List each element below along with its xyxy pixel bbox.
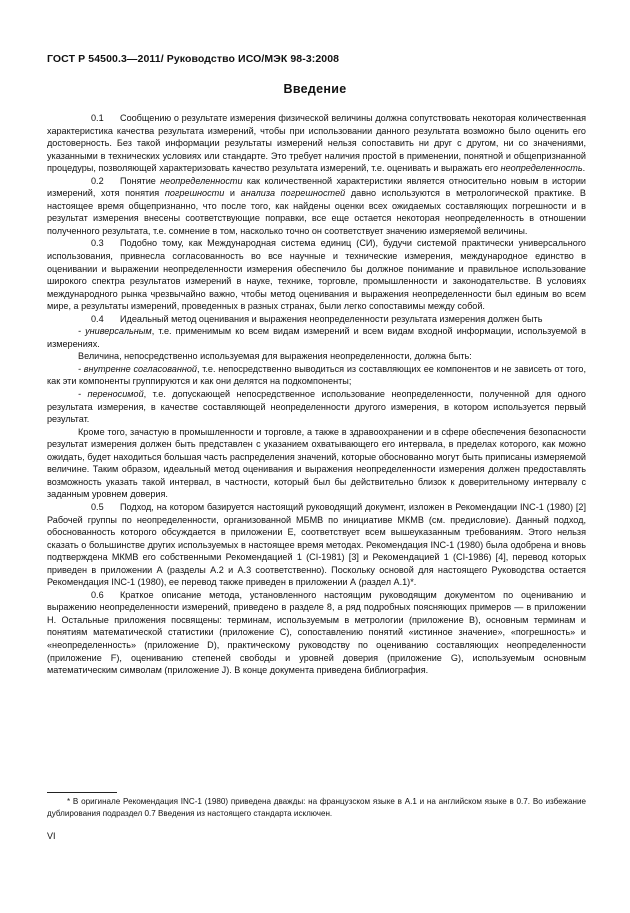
- paragraph-0-6: 0.6 Краткое описание метода, установленного настоящим руководящим документом по оцениванию и выражению неопределенности измерений, приведено в разделе 8, а ряд подробных поясняющих примеров — в приложении Н. Остальные приложения посвящены: терминам, используемым в метрологии (приложение В), основным терминам и понятиям математической статистики (приложение С), сопоставлению понятий «истинное значение», «погрешность» и «неопределенность» (приложение D), практическому руководству по оцениванию составляющих неопределенности (приложение F), оцениванию степеней свободы и уровней доверия (приложение G), используемым основным математическим символам (приложение J). В конце документа приведена библиография.: [47, 589, 586, 676]
- paragraph-0-4: 0.4 Идеальный метод оценивания и выражения неопределенности результата измерения должен быть: [91, 313, 543, 324]
- paragraph-number: 0.1: [91, 113, 104, 123]
- footnote: * В оригинале Рекомендация INC-1 (1980) приведена дважды: на французском языке в А.1 и на английском языке в 0.7. Во избежание дублирования подраздел 0.7 Введения из настоящего стандарта исключен.: [47, 797, 586, 818]
- paragraph-0-2: 0.2 Понятие неопределенности как количественной характеристики является относительно новым в истории измерений, хотя понятия погрешности и анализа погрешностей давно используются в метрологической практике. В настоящее время общепризнанно, что после того, как найдены оценки всех ожидаемых составляющих погрешности и в результат измерения внесены соответствующие поправки, все еще остается некоторая неопределенность в отношении полученного результата, т.е. сомнение в том, насколько точно он соответствует значению измеряемой величины.: [47, 175, 586, 236]
- page-number: VI: [47, 831, 56, 841]
- paragraph-number: 0.5: [91, 501, 104, 512]
- paragraph-0-3: 0.3 Подобно тому, как Международная система единиц (СИ), будучи системой практически универсального использования, привнесла согласованность во все научные и технические измерения, международное единство в оценивании и выражении неопределенности измерения обеспечило бы должное понимание и правильное использование широкого спектра результатов измерений в науке, технике, торговле, промышленности и законодательстве. В условиях международного рынка чрезвычайно важно, чтобы метод оценивания и выражения неопределенности был единым во всем мире, а результаты измерений, проведенных в разных странах, были легко сопоставимы между собой.: [47, 238, 586, 312]
- list-item-consistent: - внутренне согласованной, т.е. непосредственно выводиться из составляющих ее компонентов и не зависеть от того, как эти компоненты группируются и как они делятся на подкомпоненты;: [47, 363, 587, 387]
- paragraph-number: 0.6: [91, 589, 104, 600]
- paragraph-interval: Кроме того, зачастую в промышленности и торговле, а также в здравоохранении и в сфере обеспечения безопасности результат измерения должен быть представлен с указанием охватывающего его интервала, в пределах которого, как можно ожидать, будет находиться большая часть распределения значений, которые обоснованно могут быть приписаны измеряемой величине. Таким образом, идеальный метод оценивания и выражения неопределенности измерения должен предоставлять возможность указать такой интервал, в частности, который был бы действительно близок к доверительному интервалу с заданным уровнем доверия.: [47, 426, 586, 500]
- section-title: Введение: [283, 82, 347, 96]
- list-item-universal: - универсальным, т.е. применимым ко всем видам измерений и всем видам входной информации, используемой в измерениях.: [47, 326, 586, 349]
- paragraph-number: 0.3: [91, 238, 104, 249]
- paragraph-0-1: 0.1 Сообщению о результате измерения физической величины должна сопутствовать некоторая количественная характеристика качества результата измерений, чтобы при использовании данного результата возможно было оценить его достоверность. Без такой информации результаты измерений нельзя сопоставить ни друг с другом, ни со значениями, указанными в технических условиях или стандарте. Это требует наличия простой в применении, понятной и общепризнанной процедуры, позволяющей характеризовать качество результата измерений, т.е. оценивать и выражать его неопределенность.: [47, 113, 586, 174]
- footnote-divider: [47, 792, 117, 793]
- body-text: [47, 112, 586, 677]
- paragraph-requirement-intro: Величина, непосредственно используемая для выражения неопределенности, должна быть:: [78, 351, 472, 362]
- paragraph-number: 0.4: [91, 313, 104, 324]
- list-item-transferable: - переносимой, т.е. допускающей непосредственное использование неопределенности, полученной для одного результата измерения, в качестве составляющей неопределенности другого измерения, в котором используется первый результат.: [47, 389, 586, 425]
- document-header: ГОСТ Р 54500.3—2011/ Руководство ИСО/МЭК 98-3:2008: [47, 53, 340, 65]
- paragraph-number: 0.2: [91, 175, 104, 186]
- paragraph-0-5: 0.5 Подход, на котором базируется настоящий руководящий документ, изложен в Рекомендации INC-1 (1980) [2] Рабочей группы по неопределенности, организованной МБМВ по инициативе МКМВ (см. предисловие). Данный подход, обоснованность которого обсуждается в приложении Е, соответствует всем вышеуказанным требованиям. Этого нельзя сказать о большинстве других используемых в настоящее время методах. Рекомендация INC-1 (1980) была одобрена и вновь подтверждена МКМВ его собственными Рекомендацией 1 (CI-1981) [3] и Рекомендацией 1 (CI-1986) [4], перевод которых приведен в приложении А (разделы А.2 и А.3 соответственно). Поскольку основой для настоящего Руководства остается Рекомендация INC-1 (1980), ее перевод также приведен в приложении А (раздел А.1)*.: [47, 501, 586, 588]
